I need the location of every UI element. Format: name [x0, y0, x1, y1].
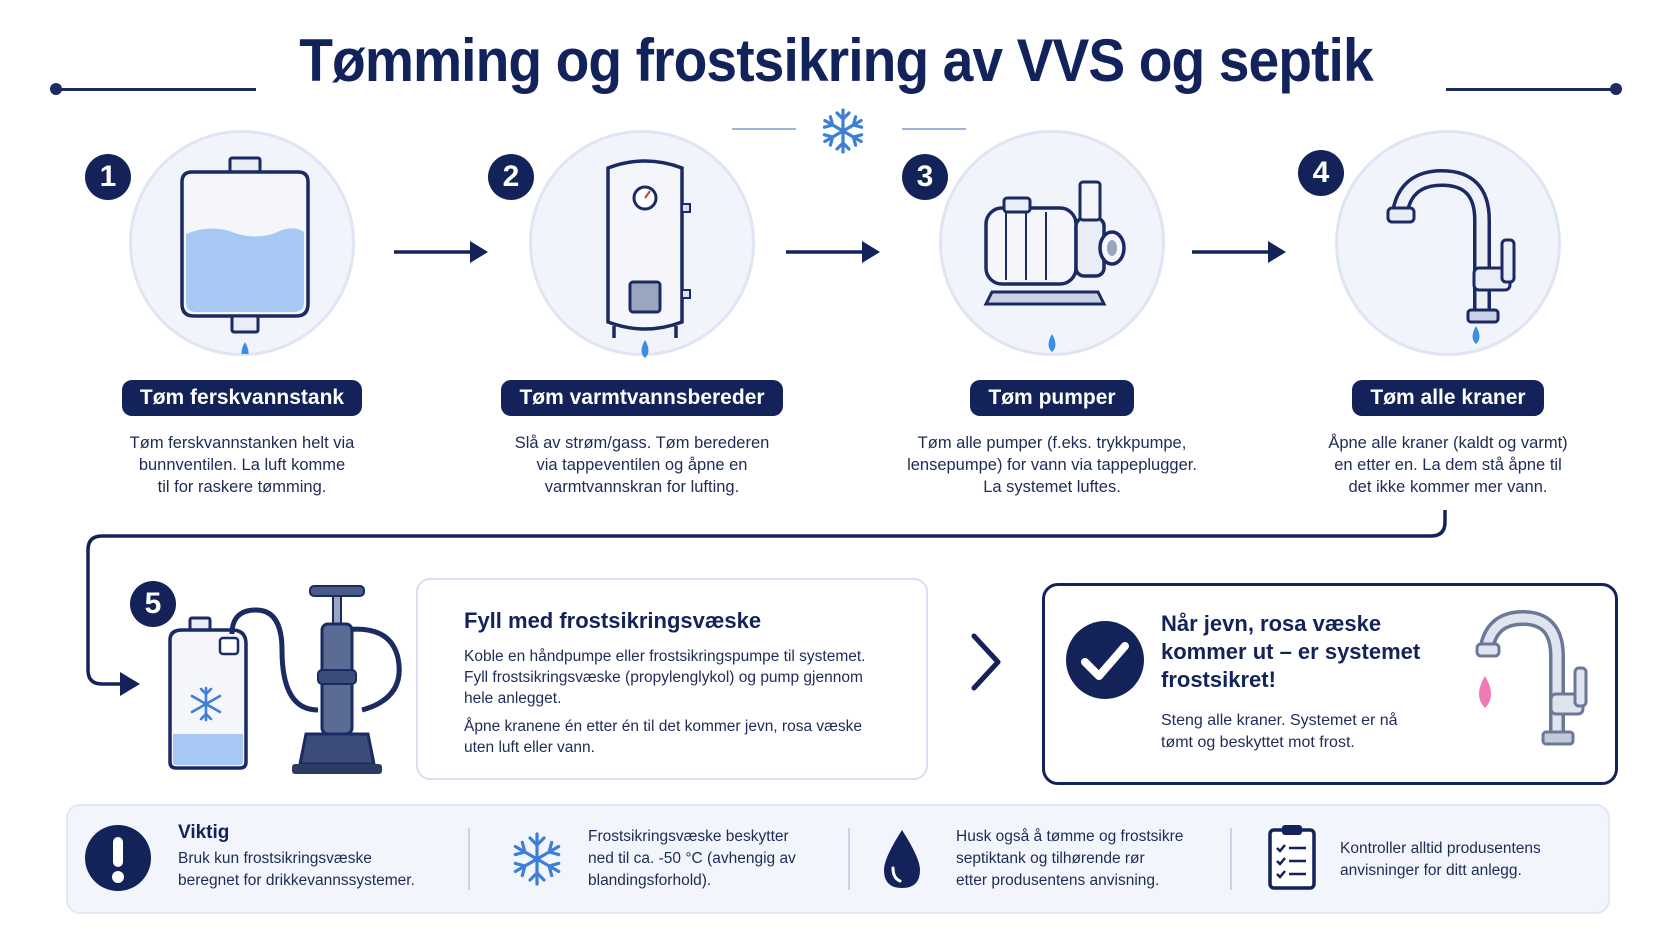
info-line: septiktank og tilhørende rør	[956, 850, 1145, 867]
step-1	[52, 130, 432, 500]
step-4-number: 4	[1298, 150, 1344, 196]
step-2-description	[452, 432, 832, 498]
result-title-line: Når jevn, rosa væske	[1161, 611, 1382, 636]
page-title: Tømming og frostsikring av VVS og septik	[299, 27, 1373, 94]
info-line: Bruk kun frostsikringsvæske	[178, 850, 372, 867]
result-title-line: kommer ut – er systemet	[1161, 639, 1421, 664]
info-bar	[66, 804, 1610, 914]
step-3	[862, 130, 1242, 500]
step-1-desc-line: til for raskere tømming.	[157, 478, 327, 496]
info-divider	[468, 828, 470, 890]
result-text-line: tømt og beskyttet mot frost.	[1161, 734, 1355, 751]
info-septic-tank	[956, 826, 1183, 892]
step-2	[452, 130, 832, 500]
step-3-desc-line: Tøm alle pumper (f.eks. trykkpumpe,	[917, 434, 1187, 452]
step-4-label: Tøm alle kraner	[1352, 380, 1543, 416]
info-line: anvisninger for ditt anlegg.	[1340, 862, 1522, 879]
fill-paragraph-line: Fyll frostsikringsvæske (propylenglykol) og pump gjennom	[464, 669, 863, 686]
result-text-line: Steng alle kraner. Systemet er nå	[1161, 712, 1398, 729]
step-4-desc-line: en etter en. La dem stå åpne til	[1334, 456, 1562, 474]
step-1-number: 1	[85, 154, 131, 200]
info-divider	[1230, 828, 1232, 890]
fresh-water-tank-icon	[170, 154, 320, 354]
info-important	[178, 822, 415, 892]
snowflake-icon	[508, 830, 566, 888]
faucet-pink-icon	[1465, 604, 1605, 764]
info-line: Kontroller alltid produsentens	[1340, 840, 1541, 857]
info-important-heading: Viktig	[178, 822, 230, 843]
step-1-description	[52, 432, 432, 498]
step-1-desc-line: bunnventilen. La luft komme	[138, 456, 346, 474]
pump-icon	[972, 174, 1132, 354]
info-manufacturer-instructions	[1340, 838, 1541, 882]
result-text	[1161, 710, 1441, 754]
checkmark-icon	[1065, 620, 1145, 700]
step-3-description	[862, 432, 1242, 498]
step-4-desc-line: Åpne alle kraner (kaldt og varmt)	[1328, 434, 1568, 452]
step-3-number: 3	[902, 154, 948, 200]
step-3-desc-line: lensepumpe) for vann via tappeplugger.	[907, 456, 1197, 474]
info-line: blandingsforhold).	[588, 872, 712, 889]
fill-antifreeze-title: Fyll med frostsikringsvæske	[464, 608, 762, 633]
step-1-label: Tøm ferskvannstank	[122, 380, 362, 416]
result-title-line: frostsikret!	[1161, 667, 1276, 692]
step-2-number: 2	[488, 154, 534, 200]
faucet-icon	[1378, 164, 1538, 354]
title-area	[0, 18, 1672, 98]
step-1-desc-line: Tøm ferskvannstanken helt via	[129, 434, 355, 452]
fill-paragraph-line: Åpne kranene én etter én til det kommer jevn, rosa væske	[464, 718, 863, 735]
result-card	[1042, 583, 1618, 785]
info-line: beregnet for drikkevannssystemer.	[178, 872, 415, 889]
step-3-desc-line: La systemet luftes.	[983, 478, 1121, 496]
checklist-icon	[1266, 822, 1318, 892]
title-rule-dot-right	[1610, 83, 1622, 95]
step-2-desc-line: varmtvannskran for lufting.	[544, 478, 740, 496]
fill-antifreeze-paragraph-1	[464, 646, 904, 709]
info-antifreeze-protection	[588, 826, 796, 892]
fill-paragraph-line: Koble en håndpumpe eller frostsikringspumpe til systemet.	[464, 648, 866, 665]
fill-paragraph-line: hele anlegget.	[464, 690, 562, 707]
chevron-right-icon	[966, 630, 1006, 694]
step-2-desc-line: Slå av strøm/gass. Tøm berederen	[514, 434, 770, 452]
info-line: etter produsentens anvisning.	[956, 872, 1160, 889]
fill-paragraph-line: uten luft eller vann.	[464, 739, 595, 756]
title-rule-right	[1446, 88, 1616, 91]
step-4-description	[1258, 432, 1638, 498]
info-divider	[848, 828, 850, 890]
water-heater-icon	[590, 154, 700, 364]
fill-antifreeze-paragraph-2	[464, 716, 904, 758]
exclamation-icon	[84, 824, 152, 892]
result-title	[1161, 610, 1441, 694]
info-line: Frostsikringsvæske beskytter	[588, 828, 789, 845]
step-3-label: Tøm pumper	[970, 380, 1133, 416]
step-2-desc-line: via tappeventilen og åpne en	[536, 456, 748, 474]
info-line: ned til ca. -50 °C (avhengig av	[588, 850, 796, 867]
info-line: Husk også å tømme og frostsikre	[956, 828, 1184, 845]
step-2-label: Tøm varmtvannsbereder	[501, 380, 782, 416]
hand-pump-icon	[222, 580, 412, 780]
step-5-number: 5	[130, 581, 176, 627]
step-4	[1258, 130, 1638, 500]
step-4-desc-line: det ikke kommer mer vann.	[1348, 478, 1548, 496]
fill-antifreeze-card	[416, 578, 928, 780]
water-drop-icon	[880, 828, 924, 890]
